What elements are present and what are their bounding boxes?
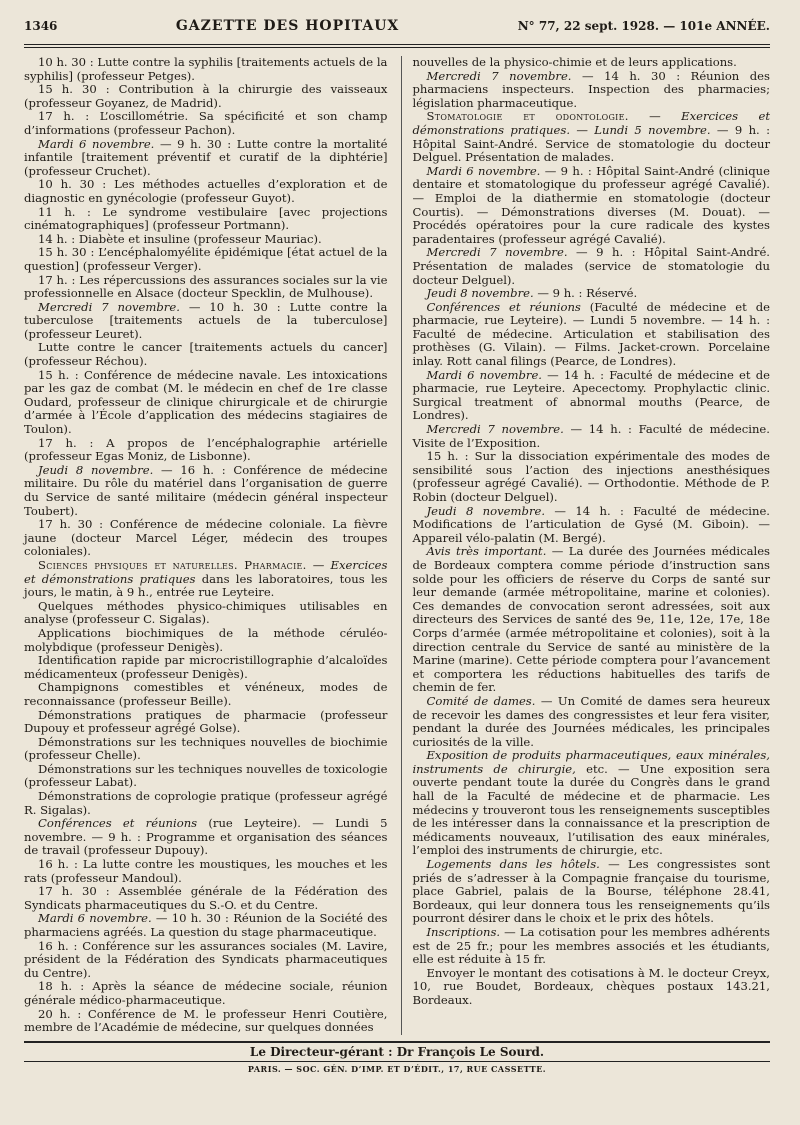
paragraph — [24, 940, 387, 981]
paragraph — [412, 423, 770, 450]
italic-lead: Mercredi 7 novembre. — [426, 422, 564, 437]
paragraph — [24, 559, 387, 600]
columns — [24, 56, 770, 1035]
paragraph-text: 17 h. : A propos de l’encéphalographie artérielle (professeur Egas Moniz, de Lisbonne). — [24, 435, 388, 464]
paragraph — [412, 858, 770, 926]
paragraph-text: 16 h. : Conférence sur les assurances sociales (M. Lavire, président de la Fédération des Syndicats pharmaceutiques du Centre). — [24, 938, 388, 980]
paragraph-text: 17 h. 30 : Conférence de médecine coloniale. La fièvre jaune (docteur Marcel Léger, médecin des troupes coloniales). — [24, 517, 388, 559]
paragraph — [412, 967, 770, 1008]
paragraph-text: 14 h. : Diabète et insuline (professeur Mauriac). — [38, 231, 322, 246]
italic-lead: Mercredi 7 novembre. — [426, 245, 568, 260]
paragraph — [412, 165, 770, 247]
paragraph-text: — 9 h. : Hôpital Saint-André (clinique dentaire et stomatologique du professeur agrégé Cavalié). — Emploi de la diathermie en stomatologie (docteur Courtis). — Démonstrations diverses (M. Douat). — Procédés opératoires pour la cure radicale des kystes paradentaires (professeur agrégé Cavalié). — [412, 163, 770, 246]
italic-lead: Exposition de produits pharmaceutiques, eaux minérales, instruments de chirurgie, — [412, 748, 770, 776]
paragraph-text: 20 h. : Conférence de M. le professeur Henri Coutière, membre de l’Académie de médecine, sur quelques données — [24, 1006, 388, 1035]
paragraph-text: 10 h. 30 : Lutte contre la syphilis [traitements actuels de la syphilis] (professeur Petges). — [24, 55, 388, 83]
paragraph-text: Lutte contre le cancer [traitements actuels du cancer] (professeur Réchou). — [24, 340, 388, 369]
paragraph-text: 15 h. : Sur la dissociation expérimentale des modes de sensibilité sous l’action des injections anesthésiques (professeur agrégé Cavalié). — Orthodontie. Méthode de P. Robin (docteur Delguel). — [412, 449, 770, 504]
paragraph-text: — Un Comité de dames sera heureux de recevoir les dames des congressistes et leur fera visiter, pendant la durée des Journées médicales, les principales curiosités de la ville. — [412, 693, 770, 749]
paragraph — [24, 654, 387, 681]
journal-title: GAZETTE DES HOPITAUX — [175, 18, 400, 34]
italic-lead: — Exercices et démonstrations pratiques. — Lundi 5 novembre. — [412, 109, 770, 137]
paragraph-text: — 9 h. 30 : Lutte contre la mortalité infantile [traitement préventif et curatif de la diphtérie] (professeur Cruchet). — [24, 136, 388, 178]
italic-lead: Logements dans les hôtels. — [426, 857, 600, 872]
paragraph — [24, 518, 387, 559]
paragraph-text: 18 h. : Après la séance de médecine sociale, réunion générale médico-pharmaceutique. — [24, 979, 388, 1007]
paragraph — [24, 246, 387, 273]
paragraph — [24, 858, 387, 885]
header-rule — [24, 44, 770, 48]
paragraph — [24, 341, 387, 368]
paragraph — [412, 926, 770, 967]
paragraph-text: (rue Leyteire). — Lundi 5 novembre. — 9 h. : Programme et organisation des séances de travail (professeur Dupouy). — [24, 816, 388, 858]
paragraph-text: 15 h. : Conférence de médecine navale. Les intoxications par les gaz de combat (M. le médecin en chef de 1re classe Oudard, professeur de clinique chirurgicale et de chirurgie d’armée à l’École d’application des médecins stagiaires de Toulon). — [24, 367, 388, 437]
paragraph — [412, 246, 770, 287]
paragraph — [24, 83, 387, 110]
left-column — [24, 56, 387, 1035]
paragraph — [412, 695, 770, 749]
paragraph — [24, 206, 387, 233]
paragraph-text: Démonstrations sur les techniques nouvelles de toxicologie (professeur Labat). — [24, 761, 388, 790]
paragraph — [24, 627, 387, 654]
paragraph-text: — 10 h. 30 : Lutte contre la tuberculose [traitements actuels de la tuberculose] (professeur Leuret). — [24, 299, 388, 341]
paragraph — [24, 138, 387, 179]
right-column — [401, 56, 770, 1035]
paragraph-text: Identification rapide par microcristillographie d’alcaloïdes médicamenteux (professeur Denigès). — [24, 653, 388, 681]
paragraph — [24, 600, 387, 627]
paragraph-text: 17 h. : Les répercussions des assurances sociales sur la vie professionnelle en Alsace (docteur Specklin, de Mulhouse). — [24, 272, 388, 301]
paragraph-text: — 9 h. : Hôpital Saint-André. Présentation de malades (service de stomatologie du docteur Delguel). — [412, 245, 770, 287]
paragraph-text: — Les congressistes sont priés de s’adresser à la Compagnie française du tourisme, place Gabriel, palais de la Bourse, téléphone 28.41, Bordeaux, qui leur donnera tous les renseignements qu’ils pourront désirer dans le choix et le prix des hôtels. — [412, 857, 770, 926]
paragraph — [412, 749, 770, 858]
italic-lead: — Exercices et démonstrations pratiques — [24, 557, 388, 586]
director-signature: Le Directeur-gérant : Dr François Le Sourd. — [24, 1041, 770, 1062]
paragraph-text: nouvelles de la physico-chimie et de leurs applications. — [412, 55, 737, 69]
paragraph — [24, 790, 387, 817]
paragraph — [412, 450, 770, 504]
paragraph-text: 16 h. : La lutte contre les moustiques, les mouches et les rats (professeur Mandoul). — [24, 857, 388, 885]
paragraph-text: etc. — Une exposition sera ouverte pendant toute la durée du Congrès dans le grand hall de la Faculté de médecine et de pharmacie. Les médecins y trouveront tous les renseignements susceptibles de les intéresser dans la connaissance et la prescription de médicaments nouveaux, l’utilisation des eaux minérales, l’emploi des instruments de chirurgie, etc. — [412, 761, 770, 858]
paragraph-text: — La cotisation pour les membres adhérents est de 25 fr.; pour les membres associés et les étudiants, elle est réduite à 15 fr. — [412, 925, 770, 967]
paragraph-text: Envoyer le montant des cotisations à M. le docteur Creyx, 10, rue Boudet, Bordeaux, chèques postaux 143.21, Bordeaux. — [412, 965, 770, 1007]
paragraph — [24, 885, 387, 912]
paragraph-text: dans les laboratoires, tous les jours, le matin, à 9 h., entrée rue Leyteire. — [24, 571, 388, 600]
italic-lead: Mardi 6 novembre. — [426, 163, 541, 178]
paragraph-text: — La durée des Journées médicales de Bordeaux comptera comme période d’instruction sans solde pour les officiers de réserve du Corps de santé sur leur demande (armée métropolitaine, marine et colonies). Ces demandes de convocation seront adressées, soit aux directeurs des Services de santé des 9e, 11e, 12e, 17e, 18e Corps d’armée (armée métropolitaine et colonies), soit à la direction centrale du Service de santé au ministère de la Marine (marine). Cette période comptera pour l’avancement et comportera les réductions habituelles des tarifs de chemin de fer. — [412, 544, 770, 695]
paragraph — [24, 817, 387, 858]
paragraph — [412, 369, 770, 423]
issue-info: N° 77, 22 sept. 1928. — 101e ANNÉE. — [517, 19, 770, 33]
paragraph-text: — 14 h. 30 : Réunion des pharmaciens inspecteurs. Inspection des pharmacies; législation pharmaceutique. — [412, 68, 770, 110]
paragraph — [24, 301, 387, 342]
paragraph-text: Démonstrations sur les techniques nouvelles de biochimie (professeur Chelle). — [24, 734, 388, 763]
italic-lead: Jeudi 8 novembre. — [426, 286, 534, 301]
section-heading: Sciences physiques et naturelles. Pharmacie. — [38, 557, 307, 572]
printer-imprint: PARIS. — SOC. GÉN. D’IMP. ET D’ÉDIT., 17, RUE CASSETTE. — [247, 1063, 547, 1074]
paragraph-text: — 14 h. : Faculté de médecine et de pharmacie, rue Leyteire. Apecectomy. Prophylactic clinic. Surgical treatment of abnormal mouths (Pearce, de Londres). — [412, 367, 770, 423]
paragraph — [412, 545, 770, 695]
paragraph — [24, 763, 387, 790]
paragraph — [24, 912, 387, 939]
italic-lead: Jeudi 8 novembre. — [38, 462, 154, 477]
paragraph-text: 10 h. 30 : Les méthodes actuelles d’exploration et de diagnostic en gynécologie (professeur Guyot). — [24, 177, 388, 205]
italic-lead: Inscriptions. — [426, 925, 501, 939]
paragraph-text: Démonstrations de coprologie pratique (professeur agrégé R. Sigalas). — [24, 789, 388, 817]
paragraph — [412, 287, 770, 301]
paragraph-text: (Faculté de médecine et de pharmacie, rue Leyteire). — Lundi 5 novembre. — 14 h. : Faculté de médecine. Articulation et stabilisation des prothèses (G. Vilain). — Films. Jacket-crown. Porcelaine inlay. Rott canal filings (Pearce, de Londres). — [412, 299, 770, 369]
paragraph-text: Démonstrations pratiques de pharmacie (professeur Dupouy et professeur agrégé Golse). — [24, 707, 388, 736]
paragraph — [412, 110, 770, 164]
paragraph-text: 11 h. : Le syndrome vestibulaire [avec projections cinématographiques] (professeur Portmann). — [24, 204, 388, 233]
italic-lead: Mardi 6 novembre. — [426, 367, 542, 382]
paragraph-text: Quelques méthodes physico-chimiques utilisables en analyse (professeur C. Sigalas). — [24, 598, 388, 627]
italic-lead: Mardi 6 novembre. — [38, 911, 152, 926]
paragraph — [24, 369, 387, 437]
italic-lead: Conférences et réunions — [426, 299, 581, 314]
italic-lead: Conférences et réunions — [38, 816, 198, 831]
paragraph — [24, 709, 387, 736]
italic-lead: Avis très important. — [426, 544, 547, 559]
italic-lead: Mercredi 7 novembre. — [38, 299, 180, 314]
paragraph — [24, 274, 387, 301]
paragraph — [412, 301, 770, 369]
paragraph-text: — 9 h. : Réservé. — [533, 286, 638, 301]
paragraph — [412, 70, 770, 111]
paragraph-text: — 14 h. : Faculté de médecine. Modifications de l’articulation de Gysé (M. Giboin). — Appareil vélo-palatin (M. Bergé). — [412, 503, 770, 545]
paragraph-text: — 14 h. : Faculté de médecine. Visite de l’Exposition. — [412, 422, 770, 450]
paragraph — [24, 980, 387, 1007]
paragraph — [24, 464, 387, 518]
paragraph — [24, 56, 387, 83]
paragraph-text: 15 h. 30 : L’encéphalomyélite épidémique [état actuel de la question] (professeur Verger). — [24, 245, 388, 273]
paragraph-text: Applications biochimiques de la méthode céruléo-molybdique (professeur Denigès). — [24, 625, 388, 654]
paragraph — [24, 437, 387, 464]
page-number: 1346 — [24, 19, 58, 33]
paragraph — [24, 736, 387, 763]
paragraph — [412, 56, 770, 70]
paragraph-text: — 9 h. : Hôpital Saint-André. Service de stomatologie du docteur Delguel. Présentation de malades. — [412, 122, 770, 165]
italic-lead: Comité de dames. — [426, 693, 536, 708]
paragraph — [24, 110, 387, 137]
paragraph-text: 15 h. 30 : Contribution à la chirurgie des vaisseaux (professeur Goyanez, de Madrid). — [24, 82, 388, 110]
paragraph — [24, 1008, 387, 1035]
paragraph-text: 17 h. : L’oscillométrie. Sa spécificité et son champ d’informations (professeur Pachon). — [24, 109, 388, 137]
paragraph — [24, 178, 387, 205]
paragraph — [24, 681, 387, 708]
paragraph — [24, 233, 387, 247]
section-heading: Stomatologie et odontologie. — [426, 109, 629, 124]
paragraph-text: — 16 h. : Conférence de médecine militaire. Du rôle du matériel dans l’organisation de guerre du Service de santé militaire (médecin général inspecteur Toubert). — [24, 462, 388, 518]
paragraph-text: 17 h. 30 : Assemblée générale de la Fédération des Syndicats pharmaceutiques du S.-O. et du Centre. — [24, 884, 388, 912]
italic-lead: Mercredi 7 novembre. — [426, 68, 572, 83]
page-header — [24, 18, 770, 40]
paragraph — [412, 505, 770, 546]
paragraph-text: Champignons comestibles et vénéneux, modes de reconnaissance (professeur Beille). — [24, 680, 388, 708]
paragraph-text: — 10 h. 30 : Réunion de la Société des pharmaciens agréés. La question du stage pharmaceutique. — [24, 911, 388, 939]
italic-lead: Jeudi 8 novembre. — [426, 503, 546, 518]
italic-lead: Mardi 6 novembre. — [38, 136, 155, 151]
